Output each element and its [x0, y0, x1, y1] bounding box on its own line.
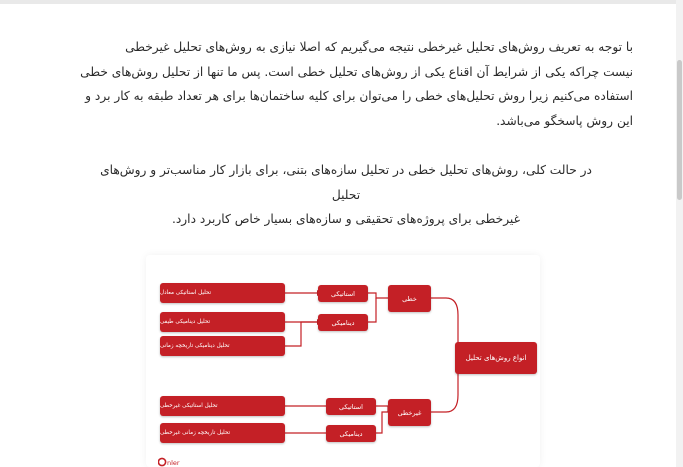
node-nonlinear-dynamic-method: دینامیکی: [326, 425, 376, 442]
analysis-methods-diagram: [146, 255, 540, 467]
node-equivalent-static: تحلیل استاتیکی معادل: [160, 283, 285, 303]
node-nonlinear: غیرخطی: [388, 399, 431, 426]
text-line: در حالت کلی، روش‌های تحلیل خطی در تحلیل سازه‌های بتنی، برای بازار کار مناسب‌تر و روش‌های تحلیل: [100, 163, 592, 202]
text-line: نیست چراکه یکی از شرایط آن اقناع یکی از روش‌های تحلیل خطی است. پس ما تنها از تحلیل روش‌های خطی: [80, 64, 633, 79]
text-line: غیرخطی برای پروژه‌های تحقیقی و سازه‌های بسیار خاص کاربرد دارد.: [172, 212, 520, 226]
text-line: این روش پاسخگو می‌باشد.: [496, 113, 633, 128]
node-time-history-dynamic: تحلیل دینامیکی تاریخچه زمانی: [160, 336, 285, 356]
node-linear-static: استاتیکی: [318, 285, 368, 302]
paragraph-conclusion: [90, 158, 602, 232]
node-nonlinear-static-method: استاتیکی: [326, 398, 376, 415]
top-bar: [0, 0, 683, 4]
vertical-scrollbar[interactable]: [676, 0, 683, 467]
node-analysis-types-root: انواع روش‌های تحلیل: [455, 342, 537, 374]
node-linear: خطی: [388, 285, 431, 312]
svg-text:nler: nler: [167, 459, 180, 467]
node-spectral-dynamic: تحلیل دینامیکی طیفی: [160, 312, 285, 332]
node-nonlinear-static: تحلیل استاتیکی غیرخطی: [160, 396, 285, 416]
company-logo: [158, 457, 188, 467]
node-linear-dynamic: دینامیکی: [318, 314, 368, 331]
node-nonlinear-time-history: تحلیل تاریخچه زمانی غیرخطی: [160, 423, 285, 443]
scrollbar-thumb[interactable]: [677, 60, 682, 200]
text-line: با توجه به تعریف روش‌های تحلیل غیرخطی نتیجه می‌گیریم که اصلا نیازی به روش‌های تحلیل غیرخطی: [125, 40, 633, 54]
text-line: استفاده می‌کنیم زیرا روش تحلیل‌های خطی را می‌توان برای کلیه ساختمان‌ها برای هر تعداد طبقه به کار برد و: [85, 89, 633, 103]
paragraph-linear-vs-nonlinear: [65, 35, 633, 133]
